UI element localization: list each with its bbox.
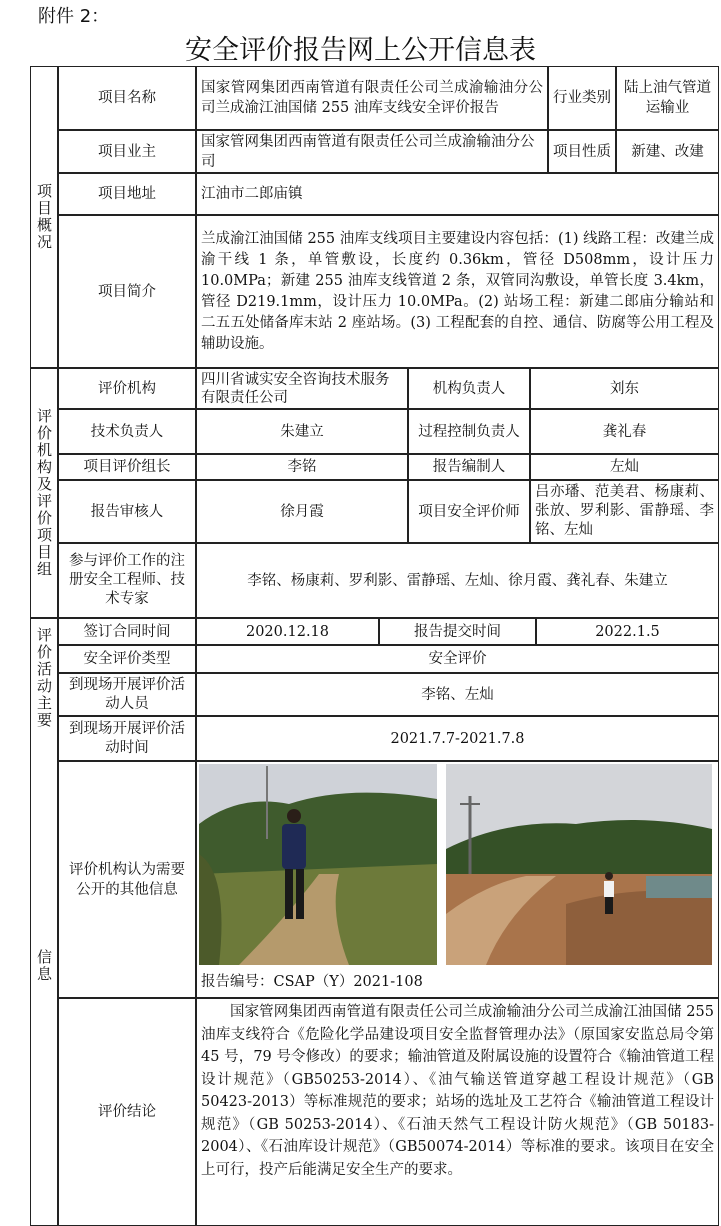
other-info-label: 评价机构认为需要公开的其他信息 <box>58 761 196 998</box>
section-overview: 项目概况 <box>30 66 58 368</box>
engineers-label: 参与评价工作的注册安全工程师、技术专家 <box>58 543 196 618</box>
photo1-person-jacket <box>282 824 306 869</box>
site-staff-value: 李铭、左灿 <box>196 673 719 716</box>
conclusion-text: 国家管网集团西南管道有限责任公司兰成渝输油分公司兰成渝江油国储 255 油库支线符合《危险化学品建设项目安全监督管理办法》（原国家安监总局令第 45 号，79 号令修改）的要求；输油管道及附属设施的设置符合《输油管道工程设计规范》（GB50253-2014）、《油气输送管道穿越工程设计规范》（GB 50423-2013）等标准规范的要求；站场的选址及工艺符合《输油管道工程设计规范》（GB 50253-2014）、《石油天然气工程设计防火规范》（GB 50183-2004）、《石油库设计规范》（GB50074-2014）等标准的要求。该项目在安全上可行，投产后能满足安全生产的要求。 <box>201 1004 714 1178</box>
site-photo-2 <box>446 764 712 965</box>
site-time-label: 到现场开展评价活动时间 <box>58 716 196 761</box>
report-writer-label: 报告编制人 <box>408 454 530 480</box>
conclusion-label: 评价结论 <box>58 998 196 1226</box>
project-address-value: 江油市二郎庙镇 <box>196 173 719 215</box>
industry-label: 行业类别 <box>548 66 616 130</box>
team-leader-label: 项目评价组长 <box>58 454 196 480</box>
photo1-person-leg <box>285 869 293 919</box>
agency-label: 评价机构 <box>58 368 196 409</box>
project-intro-label: 项目简介 <box>58 215 196 368</box>
photo2-pond <box>646 876 712 898</box>
tech-lead-label: 技术负责人 <box>58 409 196 454</box>
conclusion-panel <box>196 998 719 1226</box>
annex-label: 附件 2： <box>38 6 110 27</box>
project-owner-label: 项目业主 <box>58 130 196 173</box>
eval-type-label: 安全评价类型 <box>58 645 196 673</box>
site-staff-label: 到现场开展评价活动人员 <box>58 673 196 716</box>
photo1-person-head <box>287 809 301 823</box>
nature-label: 项目性质 <box>548 130 616 173</box>
process-control-label: 过程控制负责人 <box>408 409 530 454</box>
industry-value: 陆上油气管道运输业 <box>616 66 719 130</box>
engineers-value: 李铭、杨康莉、罗利影、雷静瑶、左灿、徐月霞、龚礼春、朱建立 <box>196 543 719 618</box>
submit-date-value: 2022.1.5 <box>536 618 719 645</box>
section-org: 评价机构及评价项目组 <box>30 368 58 618</box>
process-control-value: 龚礼春 <box>530 409 719 454</box>
project-name-label: 项目名称 <box>58 66 196 130</box>
safety-evaluator-label: 项目安全评价师 <box>408 480 530 543</box>
project-address-label: 项目地址 <box>58 173 196 215</box>
page-title: 安全评价报告网上公开信息表 <box>185 35 536 66</box>
photo1-person-leg <box>296 869 304 919</box>
reviewer-label: 报告审核人 <box>58 480 196 543</box>
site-photo-1 <box>199 764 437 965</box>
nature-value: 新建、改建 <box>616 130 719 173</box>
site-time-value: 2021.7.7-2021.7.8 <box>196 716 719 761</box>
report-code: 报告编号：CSAP（Y）2021-108 <box>201 974 423 990</box>
project-owner-value: 国家管网集团西南管道有限责任公司兰成渝输油分公司 <box>196 130 548 173</box>
agency-head-label: 机构负责人 <box>408 368 530 409</box>
safety-evaluator-value: 吕亦璠、范美君、杨康莉、张放、罗利影、雷静瑶、李铭、左灿 <box>530 480 719 543</box>
agency-head-value: 刘东 <box>530 368 719 409</box>
section-activity-label: 评价活动主要 <box>35 627 53 729</box>
reviewer-value: 徐月霞 <box>196 480 408 543</box>
project-name-value: 国家管网集团西南管道有限责任公司兰成渝输油分公司兰成渝江油国储 255 油库支线安全评价报告 <box>196 66 548 130</box>
tech-lead-value: 朱建立 <box>196 409 408 454</box>
section-activity <box>30 618 58 1226</box>
team-leader-value: 李铭 <box>196 454 408 480</box>
project-intro-value: 兰成渝江油国储 255 油库支线项目主要建设内容包括：(1) 线路工程：改建兰成渝干线 1 条，单管敷设，长度约 0.36km，管径 D508mm，设计压力 10.0MPa；新建 255 油库支线管道 2 条，双管同沟敷设，单管长度 3.4km，管径 D219.1mm，设计压力 10.0MPa。(2) 站场工程：新建二郎庙分输站和二五五处储备库末站 2 座站场。(3) 工程配套的自控、通信、防腐等公用工程及辅助设施。 <box>196 215 719 368</box>
photo2-terrace <box>566 891 712 965</box>
section-info-label: 信息 <box>35 949 53 983</box>
submit-date-label: 报告提交时间 <box>379 618 536 645</box>
photo2-person-shirt <box>604 881 614 897</box>
photo2-person-head <box>605 872 613 880</box>
contract-date-label: 签订合同时间 <box>58 618 196 645</box>
contract-date-value: 2020.12.18 <box>196 618 379 645</box>
eval-type-value: 安全评价 <box>196 645 719 673</box>
report-writer-value: 左灿 <box>530 454 719 480</box>
agency-value: 四川省诚实安全咨询技术服务有限责任公司 <box>196 368 408 409</box>
photo2-person-legs <box>605 897 613 914</box>
